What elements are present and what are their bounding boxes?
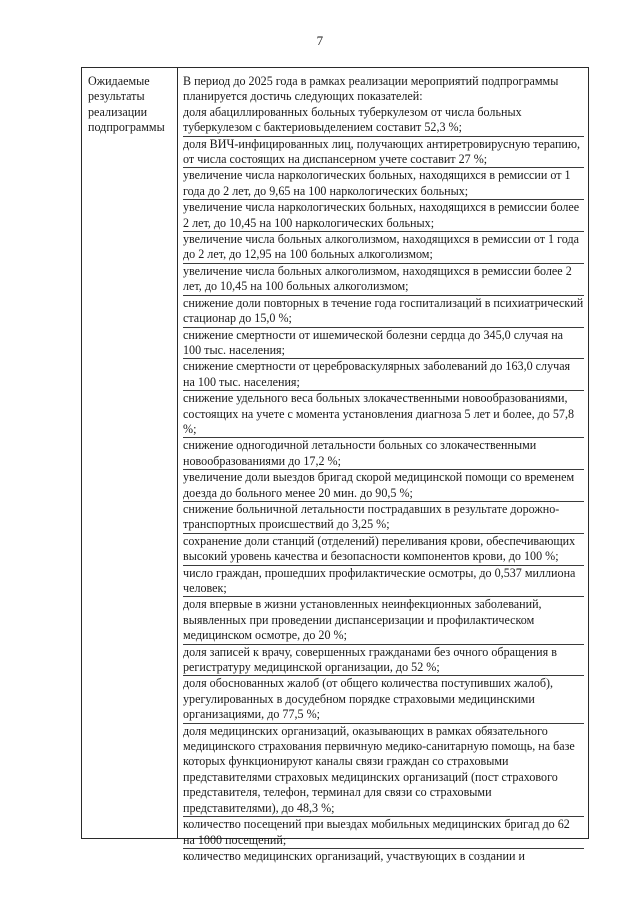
indicator-item: доля обоснованных жалоб (от общего количества поступивших жалоб), урегулированных в досудебном порядке страховыми медицинскими организациями, до 77,5 %; — [183, 676, 584, 723]
indicator-item: снижение больничной летальности пострадавших в результате дорожно-транспортных происшествий до 3,25 %; — [183, 502, 584, 534]
row-content-cell — [178, 68, 588, 863]
results-table — [81, 67, 589, 863]
indicator-item: увеличение числа больных алкоголизмом, находящихся в ремиссии более 2 лет, до 10,45 на 100 больных алкоголизмом; — [183, 264, 584, 296]
indicator-item: доля записей к врачу, совершенных гражданами без очного обращения в регистратуру медицинской организации, до 52 %; — [183, 645, 584, 677]
indicator-item: число граждан, прошедших профилактические осмотры, до 0,537 миллиона человек; — [183, 566, 584, 598]
indicator-item: сохранение доли станций (отделений) переливания крови, обеспечивающих высокий уровень качества и безопасности компонентов крови, до 100 %; — [183, 534, 584, 566]
indicator-item: снижение одногодичной летальности больных со злокачественными новообразованиями до 17,2 %; — [183, 438, 584, 470]
row-label-cell — [82, 68, 178, 838]
indicator-item: доля медицинских организаций, оказывающих в рамках обязательного медицинского страхования первичную медико-санитарную помощь, на базе которых функционируют каналы связи граждан со страховыми представителями страховых медицинских организаций (пост страхового представителя, телефон, терминал для связи со страховыми представителями), до 48,3 %; — [183, 724, 584, 817]
indicator-item: доля впервые в жизни установленных неинфекционных заболеваний, выявленных при проведении диспансеризации и профилактическом медицинском осмотре, до 20 %; — [183, 597, 584, 644]
indicator-item: количество посещений при выездах мобильных медицинских бригад до 62 на 1000 посещений; — [183, 817, 584, 849]
indicator-item: доля абациллированных больных туберкулезом от числа больных туберкулезом с бактериовыделением составит 52,3 %; — [183, 105, 584, 137]
indicator-item: увеличение доли выездов бригад скорой медицинской помощи со временем доезда до больного менее 20 мин. до 90,5 %; — [183, 470, 584, 502]
indicator-item: количество медицинских организаций, участвующих в создании и — [183, 848, 525, 863]
indicator-item: увеличение числа наркологических больных, находящихся в ремиссии более 2 лет, до 10,45 на 100 наркологических больных; — [183, 200, 584, 232]
row-label: Ожидаемые результаты реализации подпрограммы — [88, 74, 165, 135]
indicator-item: увеличение числа больных алкоголизмом, находящихся в ремиссии от 1 года до 2 лет, до 12,95 на 100 больных алкоголизмом; — [183, 232, 584, 264]
indicator-item: доля ВИЧ-инфицированных лиц, получающих антиретровирусную терапию, от числа состоящих на диспансерном учете составит 27 %; — [183, 137, 584, 169]
indicator-item: снижение удельного веса больных злокачественными новообразованиями, состоящих на учете с момента установления диагноза 5 лет и более, до 57,8 %; — [183, 391, 584, 438]
indicator-item: увеличение числа наркологических больных, находящихся в ремиссии от 1 года до 2 лет, до 9,65 на 100 наркологических больных; — [183, 168, 584, 200]
indicator-item: снижение доли повторных в течение года госпитализаций в психиатрический стационар до 15,0 %; — [183, 296, 584, 328]
indicator-item: снижение смертности от ишемической болезни сердца до 345,0 случая на 100 тыс. населения; — [183, 328, 584, 360]
page-number: 7 — [316, 33, 324, 48]
intro-text: В период до 2025 года в рамках реализации мероприятий подпрограммы планируется достичь следующих показателей: — [183, 74, 559, 104]
indicator-item: снижение смертности от цереброваскулярных заболеваний до 163,0 случая на 100 тыс. населения; — [183, 359, 584, 391]
